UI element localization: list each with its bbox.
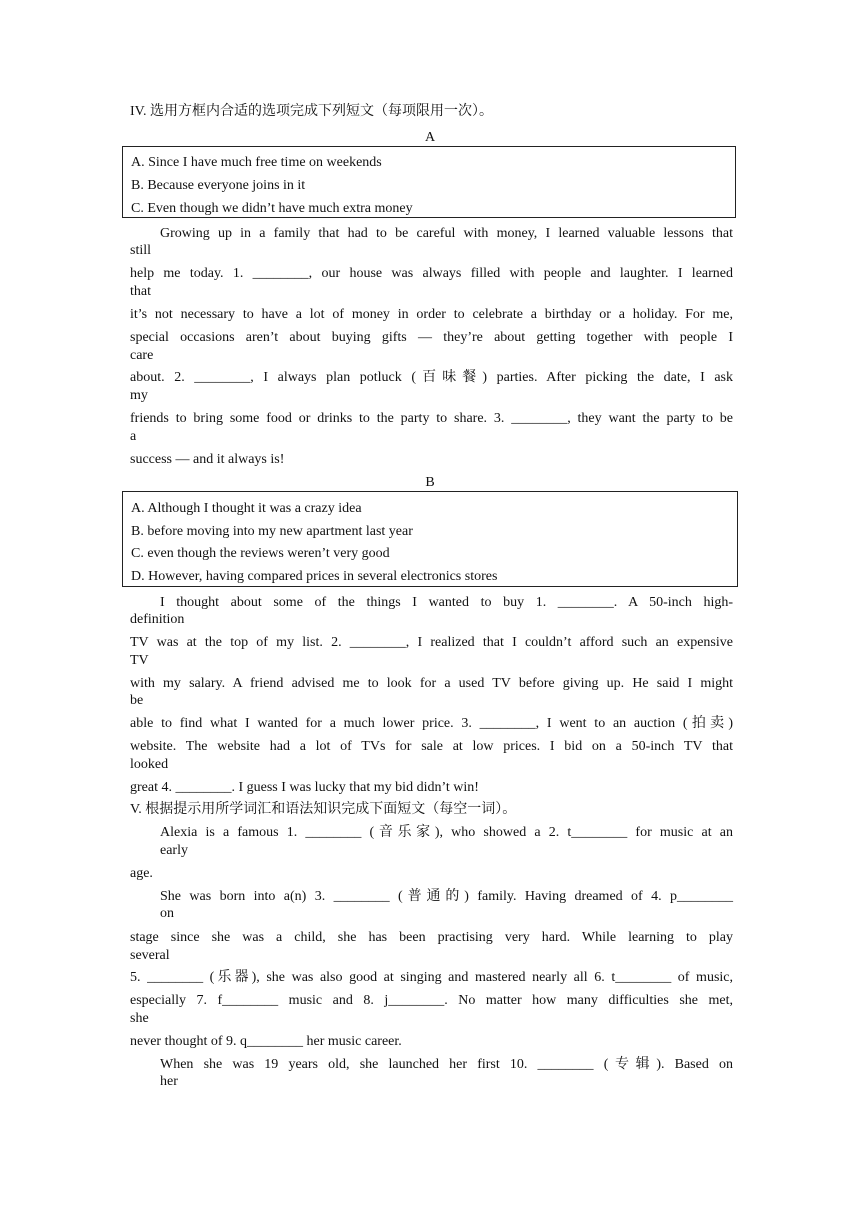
passage-a-line: about. 2. ________, I always plan potluck (百味餐) parties. After picking the date, I ask [130,370,733,385]
passage-c-line: age. [130,866,153,881]
passage-b-line: I thought about some of the things I wanted to buy 1. ________. A 50-inch high- [160,595,733,610]
passage-a-line: Growing up in a family that had to be careful with money, I learned valuable lessons that [160,226,733,241]
passage-c-line: When she was 19 years old, she launched her first 10. ________ (专辑). Based on [160,1057,733,1072]
passage-a-line: success — and it always is! [130,452,285,467]
passage-c-line: stage since she was a child, she has been practising very hard. While learning to play [130,930,733,945]
passage-a-line: that [130,284,151,299]
passage-b-line: with my salary. A friend advised me to look for a used TV before giving up. He said I might [130,676,733,691]
passage-a-line: still [130,243,152,258]
passage-c-line: on [160,906,174,921]
passage-b-line: website. The website had a lot of TVs for sale at low prices. I bid on a 50-inch TV that [130,739,733,754]
part-a-option: B. Because everyone joins in it [131,178,306,193]
passage-c-line: Alexia is a famous 1. ________ (音乐家), who showed a 2. t________ for music at an [160,825,733,840]
passage-c-line: several [130,948,170,963]
passage-c-line: her [160,1074,178,1089]
passage-b-line: TV [130,653,149,668]
part-b-label: B [425,475,435,490]
passage-a-line: care [130,348,154,363]
passage-a-line: special occasions aren’t about buying gifts — they’re about getting together with people I [130,330,733,345]
passage-c-line: 5. ________ (乐器), she was also good at singing and mastered nearly all 6. t________ of music, [130,970,733,985]
passage-c-line: She was born into a(n) 3. ________ (普通的) family. Having dreamed of 4. p________ [160,889,733,904]
passage-a-line: help me today. 1. ________, our house was always filled with people and laughter. I learned [130,266,733,281]
section-5-heading: V. 根据提示用所学词汇和语法知识完成下面短文（每空一词）。 [130,802,517,817]
part-b-options-box [122,491,738,587]
passage-b-line: able to find what I wanted for a much lower price. 3. ________, I went to an auction (拍卖) [130,716,733,731]
passage-a-line: friends to bring some food or drinks to the party to share. 3. ________, they want the party to be [130,411,733,426]
passage-c-line: she [130,1011,149,1026]
part-a-option: C. Even though we didn’t have much extra money [131,201,413,216]
passage-b-line: definition [130,612,185,627]
passage-c-line: early [160,843,188,858]
part-b-option: C. even though the reviews weren’t very good [131,546,390,561]
passage-c-line: especially 7. f________ music and 8. j________. No matter how many difficulties she met, [130,993,733,1008]
passage-a-line: my [130,388,148,403]
part-a-label: A [424,130,436,145]
passage-a-line: it’s not necessary to have a lot of money in order to celebrate a birthday or a holiday. For me, [130,307,733,322]
part-b-option: D. However, having compared prices in several electronics stores [131,569,498,584]
passage-b-line: TV was at the top of my list. 2. ________, I realized that I couldn’t afford such an expensive [130,635,733,650]
passage-a-line: a [130,429,137,444]
passage-b-line: be [130,693,144,708]
section-4-heading: IV. 选用方框内合适的选项完成下列短文（每项限用一次）。 [130,104,493,119]
passage-c-line: never thought of 9. q________ her music career. [130,1034,402,1049]
part-a-options-box [122,146,736,218]
part-b-option: B. before moving into my new apartment last year [131,524,413,539]
part-b-option: A. Although I thought it was a crazy idea [131,501,362,516]
part-a-option: A. Since I have much free time on weekends [131,155,382,170]
passage-b-line: great 4. ________. I guess I was lucky that my bid didn’t win! [130,780,479,795]
passage-b-line: looked [130,757,169,772]
